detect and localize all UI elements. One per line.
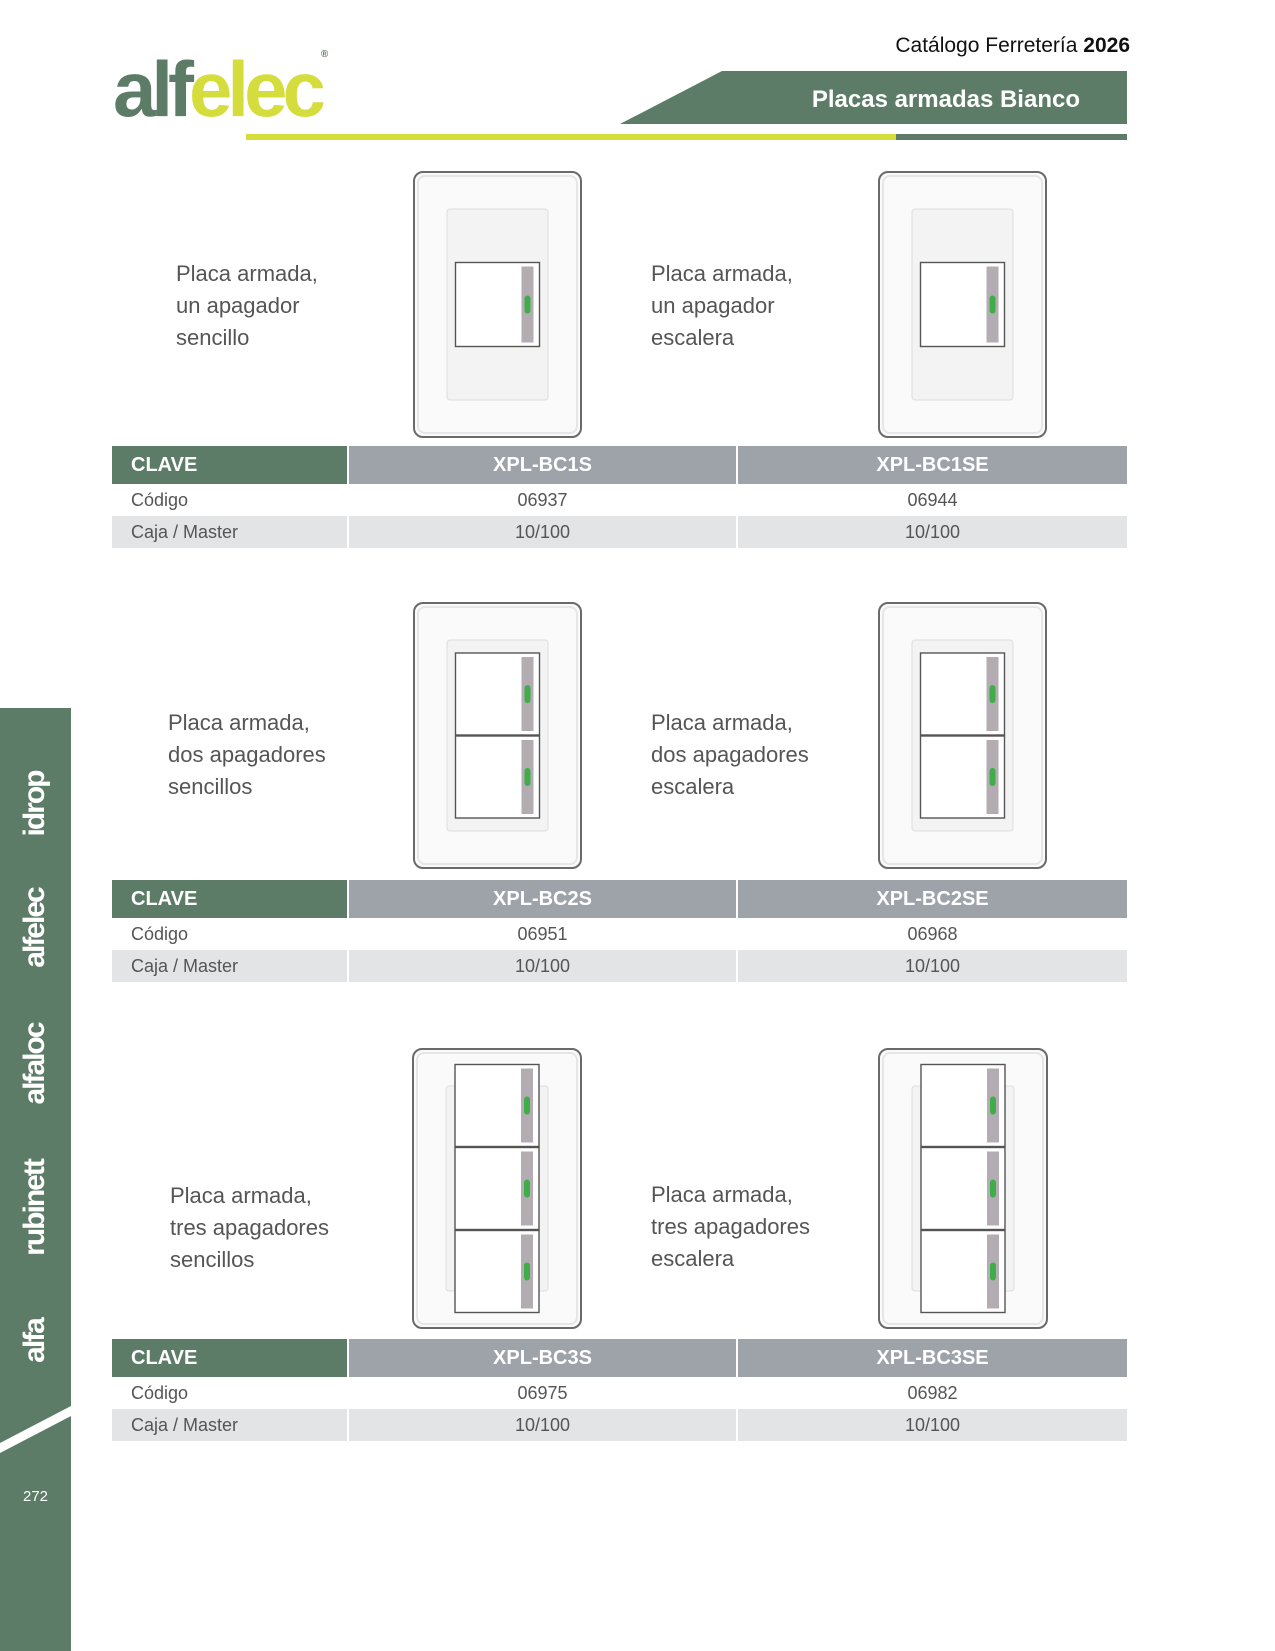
code-value: 06944: [907, 489, 958, 510]
table-row-caja-master: [112, 950, 1127, 982]
table-header-row: [112, 446, 1127, 484]
product-description-xpl-bc1se: Placa armada, un apagador escalera: [651, 261, 793, 350]
row-label: Caja / Master: [112, 516, 347, 548]
table-row-codigo: [112, 1377, 1127, 1409]
indicator-light-icon: [525, 768, 531, 786]
pack-value: 10/100: [349, 1409, 736, 1441]
pack-value: 10/100: [738, 1409, 1127, 1441]
brand-alfelec: alfelec: [18, 888, 51, 968]
product-description-xpl-bc2s: Placa armada, dos apagadores sencillos: [168, 710, 326, 799]
sidebar-divider: [0, 1398, 71, 1458]
table-row-caja-master: [112, 1409, 1127, 1441]
indicator-light-icon: [990, 685, 996, 703]
header-rule-green: [896, 134, 1127, 140]
table-header-row: [112, 880, 1127, 918]
row-label: Código: [131, 489, 189, 510]
brand-idrop: idrop: [18, 771, 51, 837]
header-rule-yellow: [246, 134, 896, 140]
plate-svg: [413, 171, 582, 438]
plate-image-xpl-bc2se: [878, 602, 1047, 869]
row-label: Código: [131, 923, 189, 944]
brand-rubinett: rubinett: [18, 1160, 51, 1256]
product-key: XPL-BC2S: [349, 880, 736, 918]
plate-svg: [878, 171, 1047, 438]
pack-value: 10/100: [738, 516, 1127, 548]
product-description-xpl-bc2se: Placa armada, dos apagadores escalera: [651, 710, 809, 799]
page-number: 272: [22, 1488, 49, 1505]
product-key: XPL-BC1SE: [738, 446, 1127, 484]
clave-label: CLAVE: [112, 1339, 347, 1377]
section-title: Placas armadas Bianco: [811, 86, 1080, 113]
code-value: 06968: [907, 923, 958, 944]
product-key: XPL-BC2SE: [738, 880, 1127, 918]
indicator-light-icon: [525, 296, 531, 314]
indicator-light-icon: [524, 1263, 530, 1281]
code-value: 06951: [517, 923, 568, 944]
product-key: XPL-BC1S: [349, 446, 736, 484]
spec-table-bc1: [112, 446, 1127, 548]
clave-label: CLAVE: [112, 446, 347, 484]
product-description-xpl-bc1s: Placa armada, un apagador sencillo: [176, 261, 318, 350]
indicator-light-icon: [990, 768, 996, 786]
product-key: XPL-BC3S: [349, 1339, 736, 1377]
row-label: Código: [131, 1382, 189, 1403]
brand-alfa: alfa: [18, 1319, 51, 1363]
plate-image-xpl-bc1se: [878, 171, 1047, 438]
table-row-codigo: [112, 484, 1127, 516]
indicator-light-icon: [524, 1097, 530, 1115]
plate-svg: [413, 602, 582, 869]
row-label: Caja / Master: [112, 1409, 347, 1441]
indicator-light-icon: [990, 1180, 996, 1198]
alfelec-logo: alfelec®: [113, 45, 329, 133]
pack-value: 10/100: [349, 950, 736, 982]
spec-table-bc2: [112, 880, 1127, 982]
plate-svg: [878, 1048, 1048, 1329]
table-header-row: [112, 1339, 1127, 1377]
brand-alfaloc: alfaloc: [18, 1023, 51, 1105]
indicator-light-icon: [525, 685, 531, 703]
indicator-light-icon: [524, 1180, 530, 1198]
catalog-title: Catálogo Ferretería 2026: [895, 34, 1130, 57]
row-label: Caja / Master: [112, 950, 347, 982]
plate-svg: [412, 1048, 582, 1329]
product-description-xpl-bc3s: Placa armada, tres apagadores sencillos: [170, 1183, 329, 1272]
clave-label: CLAVE: [112, 880, 347, 918]
table-row-caja-master: [112, 516, 1127, 548]
indicator-light-icon: [990, 1263, 996, 1281]
indicator-light-icon: [990, 1097, 996, 1115]
plate-image-xpl-bc2s: [413, 602, 582, 869]
plate-image-xpl-bc1s: [413, 171, 582, 438]
product-key: XPL-BC3SE: [738, 1339, 1127, 1377]
product-description-xpl-bc3se: Placa armada, tres apagadores escalera: [651, 1182, 810, 1271]
table-row-codigo: [112, 918, 1127, 950]
pack-value: 10/100: [349, 516, 736, 548]
plate-svg: [878, 602, 1047, 869]
code-value: 06937: [517, 489, 568, 510]
plate-image-xpl-bc3se: [878, 1048, 1048, 1329]
code-value: 06975: [517, 1382, 568, 1403]
spec-table-bc3: [112, 1339, 1127, 1441]
plate-image-xpl-bc3s: [412, 1048, 582, 1329]
code-value: 06982: [907, 1382, 958, 1403]
indicator-light-icon: [990, 296, 996, 314]
brand-sidebar: [0, 708, 71, 1651]
pack-value: 10/100: [738, 950, 1127, 982]
